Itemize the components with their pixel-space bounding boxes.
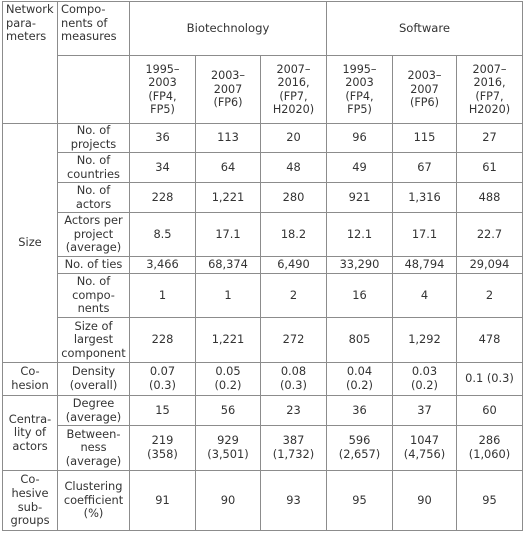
components-header: Compo- nents of measures bbox=[58, 2, 130, 56]
value-cell: 1,292 bbox=[393, 318, 457, 363]
biotechnology-header: Biotechnology bbox=[130, 2, 327, 56]
value-cell: 0.04 (0.2) bbox=[327, 363, 393, 396]
table-row bbox=[3, 396, 523, 426]
value-cell: 1,316 bbox=[393, 183, 457, 213]
value-cell: 1,221 bbox=[196, 183, 261, 213]
value-cell: 6,490 bbox=[261, 257, 327, 274]
value-cell: 8.5 bbox=[130, 213, 196, 257]
value-cell: 929 (3,501) bbox=[196, 426, 261, 471]
value-cell: 2 bbox=[457, 274, 523, 318]
value-cell: 1,221 bbox=[196, 318, 261, 363]
period-header: 2007– 2016, (FP7, H2020) bbox=[261, 56, 327, 124]
value-cell: 27 bbox=[457, 124, 523, 153]
measure-label: Degree (average) bbox=[58, 396, 130, 426]
value-cell: 0.07 (0.3) bbox=[130, 363, 196, 396]
measure-label: No. of countries bbox=[58, 153, 130, 183]
value-cell: 49 bbox=[327, 153, 393, 183]
value-cell: 0.08 (0.3) bbox=[261, 363, 327, 396]
value-cell: 37 bbox=[393, 396, 457, 426]
value-cell: 15 bbox=[130, 396, 196, 426]
value-cell: 23 bbox=[261, 396, 327, 426]
value-cell: 93 bbox=[261, 471, 327, 531]
value-cell: 12.1 bbox=[327, 213, 393, 257]
measure-label: Actors per project (average) bbox=[58, 213, 130, 257]
header-row bbox=[3, 2, 523, 56]
table-row bbox=[3, 426, 523, 471]
value-cell: 272 bbox=[261, 318, 327, 363]
value-cell: 0.03 (0.2) bbox=[393, 363, 457, 396]
measure-label: No. of compo- nents bbox=[58, 274, 130, 318]
value-cell: 4 bbox=[393, 274, 457, 318]
empty-cell bbox=[58, 56, 130, 124]
value-cell: 48,794 bbox=[393, 257, 457, 274]
section-label: Co- hesive sub- groups bbox=[3, 471, 58, 531]
value-cell: 0.05 (0.2) bbox=[196, 363, 261, 396]
measure-label: No. of ties bbox=[58, 257, 130, 274]
value-cell: 68,374 bbox=[196, 257, 261, 274]
measure-label: Size of largest component bbox=[58, 318, 130, 363]
section-label: Centra- lity of actors bbox=[3, 396, 58, 471]
value-cell: 96 bbox=[327, 124, 393, 153]
value-cell: 387 (1,732) bbox=[261, 426, 327, 471]
value-cell: 33,290 bbox=[327, 257, 393, 274]
value-cell: 219 (358) bbox=[130, 426, 196, 471]
period-header: 2003– 2007 (FP6) bbox=[393, 56, 457, 124]
value-cell: 64 bbox=[196, 153, 261, 183]
table-row bbox=[3, 124, 523, 153]
value-cell: 29,094 bbox=[457, 257, 523, 274]
period-row bbox=[3, 56, 523, 124]
table-row bbox=[3, 274, 523, 318]
measure-label: No. of projects bbox=[58, 124, 130, 153]
value-cell: 1047 (4,756) bbox=[393, 426, 457, 471]
value-cell: 36 bbox=[327, 396, 393, 426]
value-cell: 1 bbox=[196, 274, 261, 318]
value-cell: 228 bbox=[130, 183, 196, 213]
value-cell: 113 bbox=[196, 124, 261, 153]
section-label: Co- hesion bbox=[3, 363, 58, 396]
value-cell: 0.1 (0.3) bbox=[457, 363, 523, 396]
value-cell: 67 bbox=[393, 153, 457, 183]
value-cell: 16 bbox=[327, 274, 393, 318]
section-label: Size bbox=[3, 124, 58, 363]
value-cell: 60 bbox=[457, 396, 523, 426]
table-row bbox=[3, 183, 523, 213]
table-row bbox=[3, 213, 523, 257]
period-header: 2007– 2016, (FP7, H2020) bbox=[457, 56, 523, 124]
value-cell: 478 bbox=[457, 318, 523, 363]
period-header: 1995– 2003 (FP4, FP5) bbox=[130, 56, 196, 124]
value-cell: 228 bbox=[130, 318, 196, 363]
table-row bbox=[3, 318, 523, 363]
value-cell: 488 bbox=[457, 183, 523, 213]
value-cell: 22.7 bbox=[457, 213, 523, 257]
value-cell: 805 bbox=[327, 318, 393, 363]
value-cell: 34 bbox=[130, 153, 196, 183]
period-header: 1995– 2003 (FP4, FP5) bbox=[327, 56, 393, 124]
value-cell: 18.2 bbox=[261, 213, 327, 257]
value-cell: 2 bbox=[261, 274, 327, 318]
network-parameters-table bbox=[2, 1, 523, 531]
value-cell: 280 bbox=[261, 183, 327, 213]
table-row bbox=[3, 153, 523, 183]
measure-label: No. of actors bbox=[58, 183, 130, 213]
software-header: Software bbox=[327, 2, 523, 56]
value-cell: 48 bbox=[261, 153, 327, 183]
measure-label: Between- ness (average) bbox=[58, 426, 130, 471]
value-cell: 17.1 bbox=[196, 213, 261, 257]
value-cell: 95 bbox=[327, 471, 393, 531]
table-row bbox=[3, 363, 523, 396]
value-cell: 91 bbox=[130, 471, 196, 531]
value-cell: 61 bbox=[457, 153, 523, 183]
network-parameters-header: Network para- meters bbox=[3, 2, 58, 124]
value-cell: 90 bbox=[196, 471, 261, 531]
table-row bbox=[3, 471, 523, 531]
value-cell: 921 bbox=[327, 183, 393, 213]
measure-label: Density (overall) bbox=[58, 363, 130, 396]
table-row bbox=[3, 257, 523, 274]
value-cell: 596 (2,657) bbox=[327, 426, 393, 471]
value-cell: 95 bbox=[457, 471, 523, 531]
period-header: 2003– 2007 (FP6) bbox=[196, 56, 261, 124]
value-cell: 17.1 bbox=[393, 213, 457, 257]
value-cell: 20 bbox=[261, 124, 327, 153]
value-cell: 56 bbox=[196, 396, 261, 426]
measure-label: Clustering coefficient (%) bbox=[58, 471, 130, 531]
value-cell: 1 bbox=[130, 274, 196, 318]
value-cell: 90 bbox=[393, 471, 457, 531]
value-cell: 3,466 bbox=[130, 257, 196, 274]
value-cell: 286 (1,060) bbox=[457, 426, 523, 471]
value-cell: 36 bbox=[130, 124, 196, 153]
value-cell: 115 bbox=[393, 124, 457, 153]
